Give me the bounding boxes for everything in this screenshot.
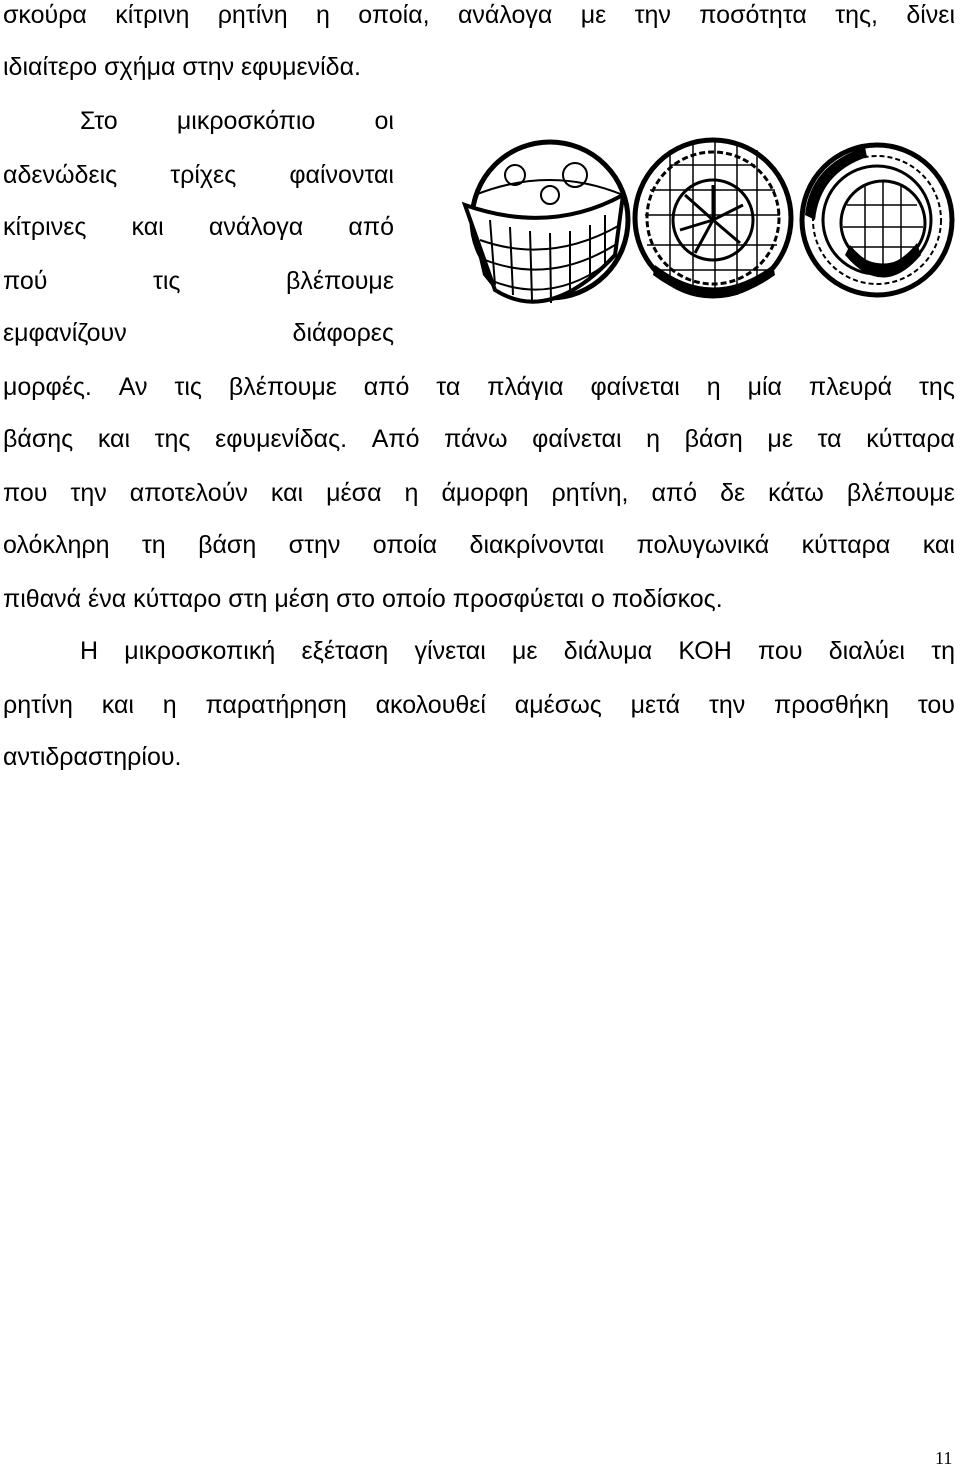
- word: δε: [720, 479, 746, 507]
- word: βάση: [198, 531, 257, 559]
- page-number: 11: [935, 1448, 953, 1468]
- word: τα: [436, 373, 461, 401]
- word: τις: [174, 373, 202, 401]
- word: εξέταση: [301, 637, 389, 665]
- word: μορφές.: [3, 373, 92, 401]
- word: μία: [747, 373, 782, 401]
- word: μικροσκόπιο: [176, 107, 316, 135]
- word: με: [767, 425, 793, 453]
- word: πλάγια: [487, 373, 564, 401]
- word: την: [708, 691, 746, 719]
- word: Από: [371, 425, 420, 453]
- word: πάνω: [444, 425, 508, 453]
- word: Στο: [80, 107, 118, 135]
- word: βλέπουμε: [846, 479, 955, 507]
- word: κάτω: [768, 479, 824, 507]
- word: στην: [288, 531, 341, 559]
- word: παρατήρηση: [205, 691, 347, 719]
- word: σκούρα: [3, 1, 87, 29]
- word: προσθήκη: [774, 691, 890, 719]
- text-line: ιδιαίτερο σχήμα στην εφυμενίδα.: [3, 53, 361, 81]
- word: κίτρινη: [115, 1, 190, 29]
- word: και: [101, 691, 134, 719]
- word: ΚΟΗ: [678, 637, 732, 665]
- word: αδενώδεις: [3, 161, 118, 189]
- text-line: πιθανά ένα κύτταρο στη μέση στο οποίο προσφύεται ο ποδίσκος.: [3, 585, 723, 613]
- word: και: [97, 425, 131, 453]
- word: κύτταρα: [801, 531, 891, 559]
- word: της: [154, 425, 191, 453]
- word: με: [580, 1, 607, 29]
- word: από: [348, 213, 394, 241]
- word: του: [917, 691, 955, 719]
- word: βάσης: [3, 425, 74, 453]
- word: η: [646, 425, 661, 453]
- word: ανάλογα: [208, 213, 304, 241]
- word: τρίχες: [170, 161, 237, 189]
- word: της,: [835, 1, 878, 29]
- text-line: [3, 0, 955, 30]
- word: ρητίνη: [3, 691, 73, 719]
- word: κύτταρα: [866, 425, 955, 453]
- word: εφυμενίδας.: [215, 425, 348, 453]
- word: και: [270, 479, 304, 507]
- text-line: [3, 690, 955, 720]
- word: φαίνεται: [532, 425, 622, 453]
- text-line: [3, 212, 394, 242]
- word: κίτρινες: [3, 213, 87, 241]
- word: ρητίνη,: [551, 479, 629, 507]
- word: διάλυμα: [563, 637, 653, 665]
- word: οι: [374, 107, 394, 135]
- word: που: [3, 479, 48, 507]
- word: πού: [3, 267, 48, 295]
- word: την: [70, 479, 107, 507]
- word: μικροσκοπική: [124, 637, 276, 665]
- word: βλέπουμε: [285, 267, 394, 295]
- glandular-hairs-figure: [455, 135, 955, 330]
- word: ποσότητα: [699, 1, 807, 29]
- word: η: [162, 691, 177, 719]
- word: αποτελούν: [129, 479, 248, 507]
- word: της: [919, 373, 955, 401]
- word: η: [404, 479, 419, 507]
- word: οποία: [372, 531, 438, 559]
- word: διαλύει: [828, 637, 905, 665]
- word: αμέσως: [514, 691, 602, 719]
- word: τα: [817, 425, 842, 453]
- word: τη: [141, 531, 166, 559]
- text-line: [3, 478, 955, 508]
- word: βάση: [684, 425, 743, 453]
- word: και: [131, 213, 164, 241]
- word: ανάλογα: [457, 1, 553, 29]
- word: δίνει: [906, 1, 955, 29]
- word: από: [363, 373, 410, 401]
- text-line: [3, 266, 394, 296]
- text-line: [3, 372, 955, 402]
- word: ακολουθεί: [375, 691, 486, 719]
- text-line: [3, 530, 955, 560]
- word: την: [634, 1, 671, 29]
- glandular-hair-side-view: [465, 142, 628, 303]
- word: διάφορες: [292, 319, 394, 347]
- word: εμφανίζουν: [3, 319, 127, 347]
- word: οποία,: [358, 1, 430, 29]
- word: ρητίνη: [217, 1, 288, 29]
- word: ολόκληρη: [3, 531, 110, 559]
- text-line: [80, 636, 955, 666]
- glandular-hair-top-view: [635, 140, 791, 298]
- text-line: [80, 106, 394, 136]
- word: βλέπουμε: [228, 373, 337, 401]
- text-line: [3, 318, 394, 348]
- text-line: [3, 424, 955, 454]
- word: φαίνονται: [289, 161, 394, 189]
- glandular-hair-bottom-view: [802, 145, 952, 295]
- word: με: [512, 637, 538, 665]
- text-line: [3, 160, 394, 190]
- word: από: [651, 479, 698, 507]
- word: Αν: [118, 373, 148, 401]
- word: η: [706, 373, 721, 401]
- text-line: αντιδραστηρίου.: [3, 743, 182, 771]
- word: τη: [931, 637, 955, 665]
- word: πλευρά: [808, 373, 893, 401]
- word: διακρίνονται: [469, 531, 605, 559]
- word: η: [316, 1, 330, 29]
- word: φαίνεται: [590, 373, 680, 401]
- word: που: [758, 637, 803, 665]
- word: πολυγωνικά: [636, 531, 770, 559]
- word: τις: [152, 267, 181, 295]
- word: και: [922, 531, 955, 559]
- word: άμορφη: [441, 479, 529, 507]
- word: Η: [80, 637, 99, 665]
- word: μέσα: [326, 479, 382, 507]
- word: γίνεται: [414, 637, 486, 665]
- word: μετά: [630, 691, 681, 719]
